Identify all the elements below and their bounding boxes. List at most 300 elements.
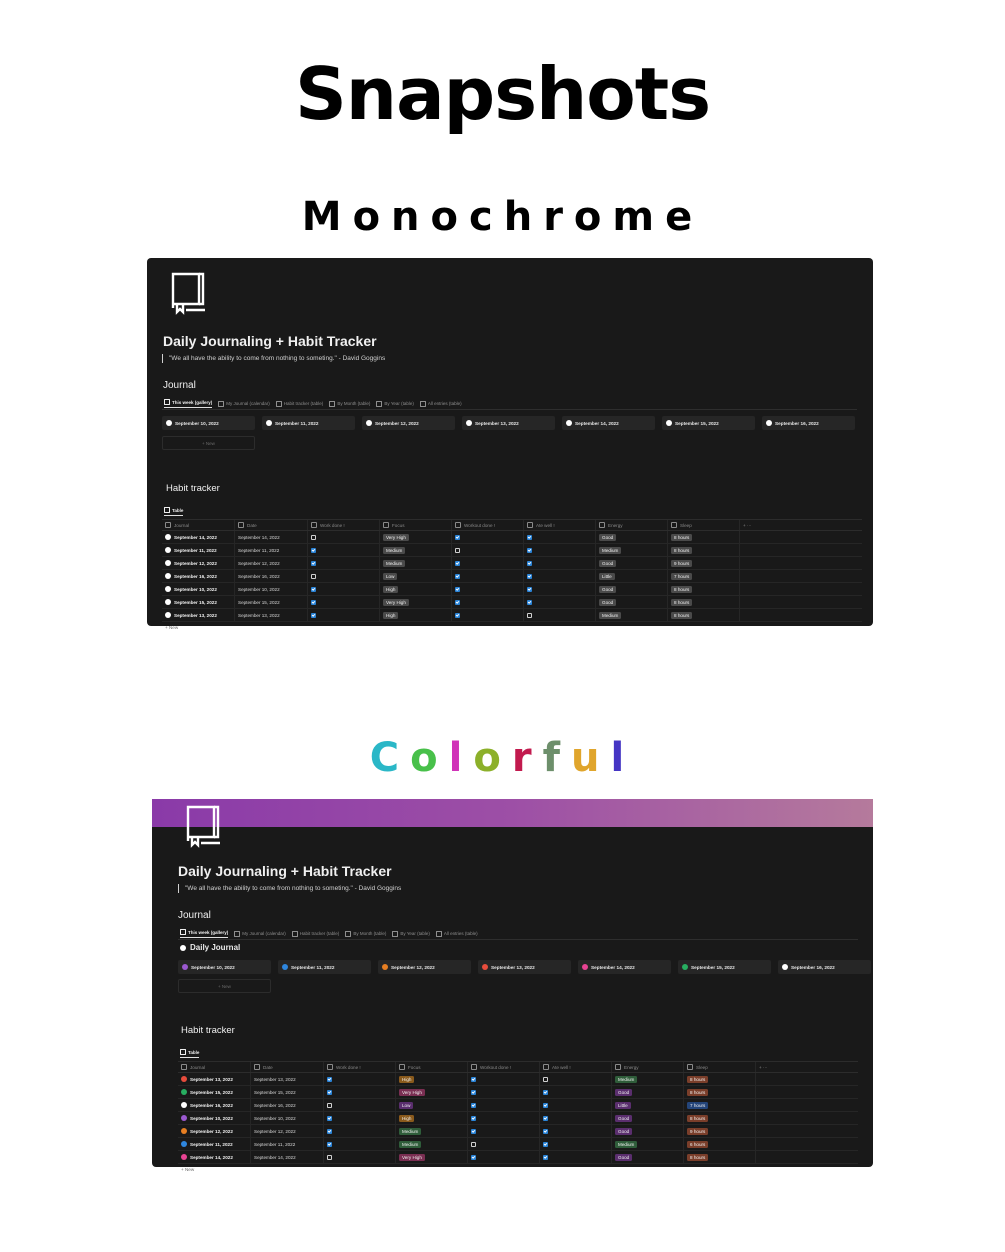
- page-dot-icon: [166, 420, 172, 426]
- page-dot-icon: [466, 420, 472, 426]
- focus-tag[interactable]: High: [383, 612, 398, 619]
- journal-cell[interactable]: [162, 557, 235, 569]
- journal-cell[interactable]: [162, 544, 235, 556]
- column-header-label: Focus: [392, 522, 405, 528]
- energy-cell: [612, 1099, 684, 1111]
- energy-tag[interactable]: Good: [599, 560, 616, 567]
- column-header-label: Date: [263, 1064, 273, 1070]
- new-card-button[interactable]: + New: [178, 979, 271, 993]
- column-header-label: Sleep: [680, 522, 692, 528]
- ate-well-checkbox[interactable]: [543, 1103, 548, 1108]
- work-done-checkbox[interactable]: [311, 600, 316, 605]
- journal-cell[interactable]: [178, 1151, 251, 1163]
- view-icon: [234, 931, 240, 937]
- page-dot-icon: [181, 1102, 187, 1108]
- sleep-tag[interactable]: 8 hours: [671, 534, 692, 541]
- focus-tag[interactable]: Medium: [383, 560, 405, 567]
- sleep-cell: [668, 583, 740, 595]
- journal-card[interactable]: [462, 416, 555, 430]
- energy-tag[interactable]: Good: [599, 586, 616, 593]
- workout-done-checkbox[interactable]: [455, 535, 460, 540]
- page-quote: "We all have the ability to come from nothing to someting." - David Goggins: [178, 884, 401, 893]
- date-cell: September 10, 2022: [235, 583, 308, 595]
- focus-tag[interactable]: Low: [383, 573, 397, 580]
- sleep-tag[interactable]: 8 hours: [687, 1154, 708, 1161]
- focus-cell: [396, 1099, 468, 1111]
- sleep-tag[interactable]: 8 hours: [687, 1076, 708, 1083]
- workout-done-checkbox[interactable]: [455, 600, 460, 605]
- date-cell: September 15, 2022: [235, 596, 308, 608]
- tab-view[interactable]: [376, 399, 414, 408]
- colorful-letter: u: [570, 735, 611, 781]
- focus-cell: [396, 1086, 468, 1098]
- tab-view[interactable]: [392, 929, 430, 938]
- new-row-button[interactable]: + New: [181, 1166, 195, 1172]
- date-cell: September 15, 2022: [251, 1086, 324, 1098]
- sleep-cell: [668, 531, 740, 543]
- tab-view[interactable]: [420, 399, 462, 408]
- sleep-tag[interactable]: 7 hours: [671, 573, 692, 580]
- ate-well-checkbox[interactable]: [527, 587, 532, 592]
- page-dot-icon: [566, 420, 572, 426]
- journal-card[interactable]: [278, 960, 371, 974]
- empty-cell: [740, 544, 780, 556]
- view-icon: [276, 401, 282, 407]
- card-label: September 12, 2022: [391, 964, 435, 970]
- tab-label: This week (gallery): [172, 399, 213, 405]
- card-label: September 11, 2022: [275, 420, 319, 426]
- focus-tag[interactable]: High: [383, 586, 398, 593]
- ate-well-cell: [540, 1125, 612, 1137]
- view-icon: [345, 931, 351, 937]
- energy-tag[interactable]: Medium: [615, 1141, 637, 1148]
- work-done-cell: [324, 1125, 396, 1137]
- date-cell: September 12, 2022: [251, 1125, 324, 1137]
- workout-done-checkbox[interactable]: [471, 1142, 476, 1147]
- focus-tag[interactable]: Very High: [383, 599, 409, 606]
- date-cell: September 13, 2022: [251, 1073, 324, 1085]
- column-type-icon: [615, 1064, 621, 1070]
- table-row[interactable]: [178, 1099, 858, 1112]
- energy-tag[interactable]: Medium: [615, 1076, 637, 1083]
- card-label: September 14, 2022: [575, 420, 619, 426]
- column-header[interactable]: [524, 520, 596, 530]
- work-done-cell: [308, 544, 380, 556]
- tab-view[interactable]: [276, 399, 324, 408]
- column-header-label: Focus: [408, 1064, 421, 1070]
- page-dot-icon: [182, 964, 188, 970]
- column-header[interactable]: [178, 1062, 251, 1072]
- column-header-label: Workout done !: [464, 522, 496, 528]
- page-dot-icon: [181, 1141, 187, 1147]
- table-row[interactable]: [162, 570, 862, 583]
- energy-tag[interactable]: Good: [615, 1154, 632, 1161]
- workout-done-checkbox[interactable]: [455, 587, 460, 592]
- empty-cell: [756, 1073, 796, 1085]
- tab-view[interactable]: [345, 929, 386, 938]
- journal-card[interactable]: [678, 960, 771, 974]
- work-done-checkbox[interactable]: [327, 1103, 332, 1108]
- work-done-cell: [308, 596, 380, 608]
- column-header[interactable]: [396, 1062, 468, 1072]
- column-header[interactable]: [308, 520, 380, 530]
- work-done-checkbox[interactable]: [327, 1116, 332, 1121]
- card-label: September 16, 2022: [775, 420, 819, 426]
- work-done-checkbox[interactable]: [327, 1077, 332, 1082]
- sleep-tag[interactable]: 8 hours: [687, 1115, 708, 1122]
- tab-view[interactable]: [234, 929, 286, 938]
- work-done-cell: [324, 1138, 396, 1150]
- page-dot-icon: [165, 612, 171, 618]
- tab-label: My Journal (calendar): [226, 401, 270, 406]
- colorful-letter: C: [369, 735, 411, 781]
- tab-label: Habit tracker (table): [299, 931, 340, 936]
- journal-title: September 13, 2022: [174, 612, 217, 618]
- card-label: September 13, 2022: [491, 964, 535, 970]
- column-header[interactable]: [596, 520, 668, 530]
- ate-well-cell: [540, 1138, 612, 1150]
- work-done-checkbox[interactable]: [311, 613, 316, 618]
- view-icon: [164, 399, 170, 405]
- column-header-label: Date: [247, 522, 257, 528]
- tab-view[interactable]: [164, 399, 212, 408]
- table-header: [162, 519, 862, 531]
- energy-cell: [596, 570, 668, 582]
- energy-tag[interactable]: Good: [615, 1115, 632, 1122]
- view-icon: [420, 401, 426, 407]
- tab-view[interactable]: [180, 929, 228, 938]
- table-row[interactable]: [162, 596, 862, 609]
- sleep-tag[interactable]: 8 hours: [671, 612, 692, 619]
- energy-tag[interactable]: Medium: [599, 612, 621, 619]
- date-cell: September 14, 2022: [235, 531, 308, 543]
- focus-tag[interactable]: Very High: [383, 534, 409, 541]
- work-done-checkbox[interactable]: [327, 1129, 332, 1134]
- add-column-button[interactable]: + ···: [743, 522, 752, 528]
- energy-tag[interactable]: Little: [599, 573, 615, 580]
- ate-well-checkbox[interactable]: [543, 1077, 548, 1082]
- column-header[interactable]: [612, 1062, 684, 1072]
- view-icon: [180, 929, 186, 935]
- column-header[interactable]: [324, 1062, 396, 1072]
- journal-gallery: [178, 960, 871, 974]
- page-dot-icon: [282, 964, 288, 970]
- tab-label: All entries (table): [427, 401, 462, 406]
- journal-card[interactable]: [362, 416, 455, 430]
- energy-tag[interactable]: Good: [599, 534, 616, 541]
- page-title: Daily Journaling + Habit Tracker: [163, 333, 377, 349]
- monochrome-heading: Monochrome: [301, 194, 704, 240]
- energy-cell: [612, 1073, 684, 1085]
- energy-cell: [612, 1151, 684, 1163]
- column-header[interactable]: [468, 1062, 540, 1072]
- work-done-checkbox[interactable]: [311, 587, 316, 592]
- column-header-label: Work done !: [320, 522, 345, 528]
- column-header-label: Journal: [190, 1064, 206, 1070]
- journal-card[interactable]: [578, 960, 671, 974]
- workout-done-checkbox[interactable]: [455, 613, 460, 618]
- date-cell: September 12, 2022: [235, 557, 308, 569]
- sleep-tag[interactable]: 7 hours: [687, 1102, 708, 1109]
- card-label: September 15, 2022: [675, 420, 719, 426]
- add-column-button[interactable]: + ···: [759, 1064, 768, 1070]
- tab-label: This week (gallery): [188, 929, 229, 935]
- column-header[interactable]: [540, 1062, 612, 1072]
- tab-label: By Month (table): [353, 931, 387, 936]
- tab-table[interactable]: [164, 507, 183, 516]
- energy-tag[interactable]: Medium: [599, 547, 621, 554]
- tab-table[interactable]: [180, 1049, 199, 1058]
- tab-view[interactable]: [436, 929, 478, 938]
- energy-cell: [596, 531, 668, 543]
- tab-view[interactable]: [292, 929, 340, 938]
- workout-done-checkbox[interactable]: [471, 1129, 476, 1134]
- journal-card[interactable]: [662, 416, 755, 430]
- workout-done-cell: [452, 531, 524, 543]
- table-row[interactable]: [162, 531, 862, 544]
- journal-cell[interactable]: [178, 1073, 251, 1085]
- focus-cell: [380, 570, 452, 582]
- ate-well-checkbox[interactable]: [543, 1116, 548, 1121]
- workout-done-checkbox[interactable]: [455, 561, 460, 566]
- journal-card[interactable]: [478, 960, 571, 974]
- tab-label: All entries (table): [443, 931, 478, 936]
- journal-view-tabs: [164, 399, 462, 408]
- ate-well-checkbox[interactable]: [543, 1129, 548, 1134]
- tab-label: Habit tracker (table): [283, 401, 324, 406]
- column-header[interactable]: [251, 1062, 324, 1072]
- energy-tag[interactable]: Good: [615, 1089, 632, 1096]
- journal-card[interactable]: [262, 416, 355, 430]
- empty-cell: [756, 1125, 796, 1137]
- column-header[interactable]: [162, 520, 235, 530]
- focus-tag[interactable]: High: [399, 1076, 414, 1083]
- sleep-cell: [668, 609, 740, 621]
- journal-cell[interactable]: [178, 1099, 251, 1111]
- journal-gallery: [162, 416, 855, 430]
- colorful-screenshot: [152, 799, 873, 1172]
- book-icon: [184, 803, 224, 847]
- tab-label: By Month (table): [337, 401, 371, 406]
- journal-cell[interactable]: [162, 583, 235, 595]
- sleep-cell: [684, 1073, 756, 1085]
- table-row[interactable]: [178, 1151, 858, 1164]
- journal-cell[interactable]: [178, 1125, 251, 1137]
- journal-cell[interactable]: [162, 596, 235, 608]
- work-done-cell: [324, 1099, 396, 1111]
- journal-cell[interactable]: [162, 531, 235, 543]
- journal-title: September 10, 2022: [174, 586, 217, 592]
- journal-card[interactable]: [762, 416, 855, 430]
- sleep-cell: [668, 544, 740, 556]
- work-done-cell: [324, 1073, 396, 1085]
- column-type-icon: [671, 522, 677, 528]
- column-header[interactable]: [380, 520, 452, 530]
- tab-view[interactable]: [218, 399, 270, 408]
- table-row[interactable]: [178, 1125, 858, 1138]
- energy-cell: [596, 596, 668, 608]
- habit-tracker-heading: Habit tracker: [166, 483, 220, 494]
- energy-tag[interactable]: Good: [599, 599, 616, 606]
- sleep-tag[interactable]: 9 hours: [671, 560, 692, 567]
- view-icon: [329, 401, 335, 407]
- sleep-cell: [684, 1138, 756, 1150]
- table-row[interactable]: [178, 1138, 858, 1151]
- column-type-icon: [455, 522, 461, 528]
- workout-done-cell: [468, 1112, 540, 1124]
- focus-tag[interactable]: Medium: [399, 1128, 421, 1135]
- main-title: Snapshots: [294, 52, 711, 136]
- focus-tag[interactable]: Medium: [383, 547, 405, 554]
- workout-done-cell: [452, 609, 524, 621]
- sleep-tag[interactable]: 8 hours: [671, 547, 692, 554]
- table-row[interactable]: [162, 557, 862, 570]
- column-header[interactable]: [668, 520, 740, 530]
- focus-tag[interactable]: Very High: [399, 1089, 425, 1096]
- journal-card[interactable]: [562, 416, 655, 430]
- colorful-heading: [0, 735, 1005, 781]
- workout-done-checkbox[interactable]: [471, 1103, 476, 1108]
- journal-cell[interactable]: [178, 1112, 251, 1124]
- work-done-checkbox[interactable]: [311, 535, 316, 540]
- ate-well-checkbox[interactable]: [527, 613, 532, 618]
- journal-card[interactable]: [178, 960, 271, 974]
- journal-cell[interactable]: [162, 570, 235, 582]
- date-cell: September 16, 2022: [251, 1099, 324, 1111]
- journal-card[interactable]: [778, 960, 871, 974]
- table-row[interactable]: [162, 544, 862, 557]
- column-header[interactable]: [452, 520, 524, 530]
- ate-well-checkbox[interactable]: [527, 561, 532, 566]
- page-dot-icon: [482, 964, 488, 970]
- journal-title: September 15, 2022: [190, 1089, 233, 1095]
- energy-cell: [596, 544, 668, 556]
- journal-cell[interactable]: [178, 1138, 251, 1150]
- table-row[interactable]: [178, 1086, 858, 1099]
- date-cell: September 11, 2022: [235, 544, 308, 556]
- tabs-divider: [178, 939, 858, 940]
- card-label: September 11, 2022: [291, 964, 335, 970]
- focus-cell: [380, 557, 452, 569]
- sleep-tag[interactable]: 6 hours: [687, 1141, 708, 1148]
- journal-title: September 11, 2022: [190, 1141, 233, 1147]
- page-dot-icon: [582, 964, 588, 970]
- work-done-checkbox[interactable]: [311, 548, 316, 553]
- journal-card[interactable]: [378, 960, 471, 974]
- ate-well-checkbox[interactable]: [543, 1155, 548, 1160]
- energy-tag[interactable]: Good: [615, 1128, 632, 1135]
- table-header: [178, 1061, 858, 1073]
- workout-done-checkbox[interactable]: [471, 1155, 476, 1160]
- ate-well-checkbox[interactable]: [543, 1142, 548, 1147]
- focus-tag[interactable]: Low: [399, 1102, 413, 1109]
- page-quote: "We all have the ability to come from nothing to someting." - David Goggins: [162, 354, 385, 363]
- page-dot-icon: [181, 1115, 187, 1121]
- column-header-label: Ate well !: [536, 522, 555, 528]
- ate-well-cell: [540, 1073, 612, 1085]
- ate-well-checkbox[interactable]: [543, 1090, 548, 1095]
- journal-cell[interactable]: [178, 1086, 251, 1098]
- energy-tag[interactable]: Little: [615, 1102, 631, 1109]
- colorful-letter: l: [610, 735, 636, 781]
- empty-cell: [740, 583, 780, 595]
- ate-well-checkbox[interactable]: [527, 574, 532, 579]
- page-dot-icon: [181, 1089, 187, 1095]
- focus-cell: [396, 1125, 468, 1137]
- column-header[interactable]: [684, 1062, 756, 1072]
- work-done-cell: [324, 1086, 396, 1098]
- work-done-cell: [308, 570, 380, 582]
- workout-done-checkbox[interactable]: [455, 548, 460, 553]
- sleep-tag[interactable]: 8 hours: [671, 599, 692, 606]
- table-row[interactable]: [178, 1073, 858, 1086]
- ate-well-checkbox[interactable]: [527, 548, 532, 553]
- column-header[interactable]: [235, 520, 308, 530]
- habit-table: [178, 1061, 858, 1174]
- sleep-cell: [668, 557, 740, 569]
- work-done-checkbox[interactable]: [311, 574, 316, 579]
- workout-done-checkbox[interactable]: [471, 1077, 476, 1082]
- focus-tag[interactable]: High: [399, 1115, 414, 1122]
- work-done-checkbox[interactable]: [327, 1090, 332, 1095]
- new-card-button[interactable]: + New: [162, 436, 255, 450]
- workout-done-checkbox[interactable]: [471, 1090, 476, 1095]
- page-dot-icon: [666, 420, 672, 426]
- page-dot-icon: [181, 1128, 187, 1134]
- sleep-tag[interactable]: 8 hours: [671, 586, 692, 593]
- sleep-tag[interactable]: 8 hours: [687, 1089, 708, 1096]
- tab-view[interactable]: [329, 399, 370, 408]
- ate-well-cell: [540, 1151, 612, 1163]
- ate-well-checkbox[interactable]: [527, 535, 532, 540]
- new-row-button[interactable]: + New: [165, 624, 179, 630]
- ate-well-cell: [540, 1099, 612, 1111]
- work-done-cell: [324, 1112, 396, 1124]
- column-header-label: Energy: [624, 1064, 639, 1070]
- empty-cell: [740, 609, 780, 621]
- sleep-cell: [668, 596, 740, 608]
- sleep-cell: [684, 1151, 756, 1163]
- table-row[interactable]: [178, 1112, 858, 1125]
- focus-tag[interactable]: Medium: [399, 1141, 421, 1148]
- page-dot-icon: [366, 420, 372, 426]
- ate-well-cell: [524, 583, 596, 595]
- page-dot-icon: [165, 586, 171, 592]
- sleep-tag[interactable]: 9 hours: [687, 1128, 708, 1135]
- column-header-label: Energy: [608, 522, 623, 528]
- card-label: September 14, 2022: [591, 964, 635, 970]
- ate-well-checkbox[interactable]: [527, 600, 532, 605]
- page-dot-icon: [181, 1154, 187, 1160]
- workout-done-cell: [468, 1138, 540, 1150]
- work-done-checkbox[interactable]: [327, 1142, 332, 1147]
- card-label: September 10, 2022: [175, 420, 219, 426]
- table-row[interactable]: [162, 609, 862, 622]
- journal-card[interactable]: [162, 416, 255, 430]
- focus-tag[interactable]: Very High: [399, 1154, 425, 1161]
- journal-cell[interactable]: [162, 609, 235, 621]
- workout-done-checkbox[interactable]: [471, 1116, 476, 1121]
- table-row[interactable]: [162, 583, 862, 596]
- work-done-checkbox[interactable]: [311, 561, 316, 566]
- workout-done-checkbox[interactable]: [455, 574, 460, 579]
- workout-done-cell: [468, 1099, 540, 1111]
- empty-cell: [756, 1112, 796, 1124]
- column-type-icon: [687, 1064, 693, 1070]
- work-done-checkbox[interactable]: [327, 1155, 332, 1160]
- journal-title: September 12, 2022: [190, 1128, 233, 1134]
- focus-cell: [380, 596, 452, 608]
